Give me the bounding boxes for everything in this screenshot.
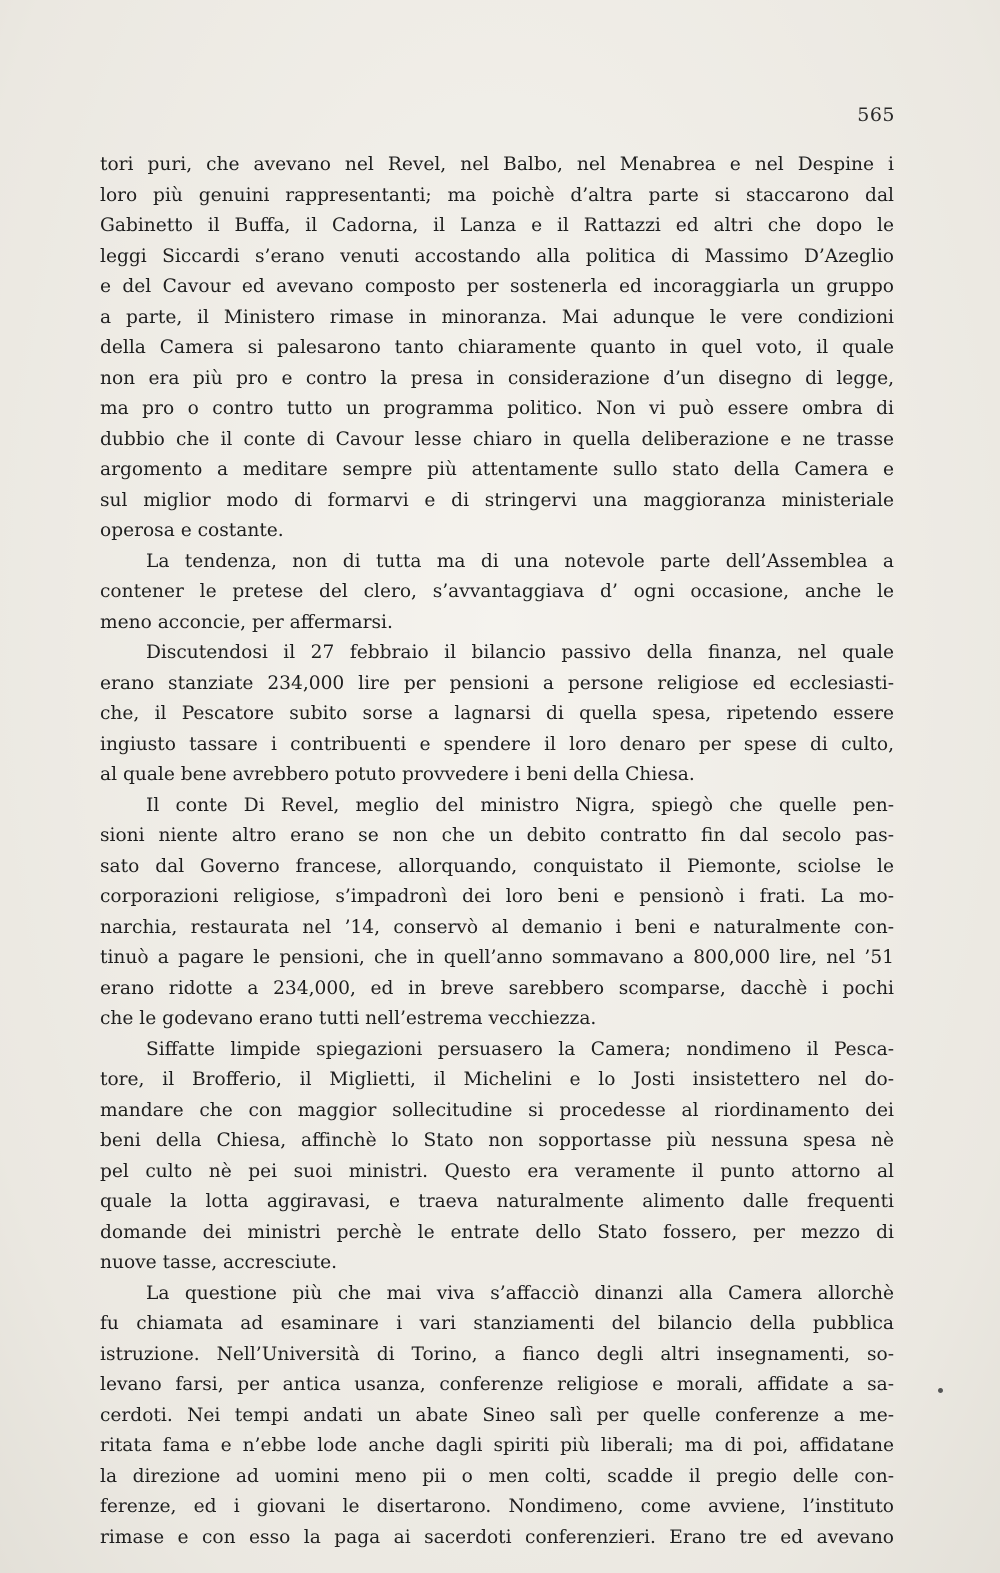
paragraph	[100, 791, 894, 1035]
text-line: levano farsi, per antica usanza, conferenze religiose e morali, affidate a sa-	[100, 1374, 894, 1395]
text-line: sul miglior modo di formarvi e di stringervi una maggioranza ministeriale	[100, 489, 894, 511]
text-line: al quale bene avrebbero potuto provvedere i beni della Chiesa.	[100, 764, 695, 785]
text-line: loro più genuini rappresentanti; ma poichè d’altra parte si staccarono dal	[100, 184, 894, 206]
text-line: non era più pro e contro la presa in considerazione d’un disegno di legge,	[100, 367, 894, 389]
text-line: operosa e costante.	[100, 520, 284, 541]
text-line: Discutendosi il 27 febbraio il bilancio passivo della finanza, nel quale	[146, 642, 894, 663]
text-line: istruzione. Nell’Università di Torino, a fianco degli altri insegnamenti, so-	[100, 1343, 894, 1365]
text-line: cerdoti. Nei tempi andati un abate Sineo salì per quelle conferenze a me-	[100, 1404, 894, 1426]
text-line: pel culto nè pei suoi ministri. Questo era veramente il punto attorno al	[100, 1160, 894, 1182]
body-text	[100, 150, 894, 1553]
text-line: La tendenza, non di tutta ma di una notevole parte dell’Assemblea a	[146, 550, 894, 572]
text-line: la direzione ad uomini meno pii o men colti, scadde il pregio delle con-	[100, 1465, 894, 1487]
paragraph	[100, 638, 894, 791]
paragraph	[100, 1035, 894, 1279]
text-line: che le godevano erano tutti nell’estrema vecchiezza.	[100, 1008, 597, 1029]
text-line: nuove tasse, accresciute.	[100, 1252, 338, 1273]
text-line: sato dal Governo francese, allorquando, conquistato il Piemonte, sciolse le	[100, 855, 894, 877]
text-line: quale la lotta aggiravasi, e traeva naturalmente alimento dalle frequenti	[100, 1191, 894, 1212]
text-line: tore, il Brofferio, il Miglietti, il Michelini e lo Josti insistettero nel do-	[100, 1069, 894, 1090]
paragraph	[100, 547, 894, 639]
text-line: fu chiamata ad esaminare i vari stanziamenti del bilancio della pubblica	[100, 1313, 894, 1334]
text-line: a parte, il Ministero rimase in minoranza. Mai adunque le vere condizioni	[100, 306, 894, 328]
text-line: Il conte Di Revel, meglio del ministro Nigra, spiegò che quelle pen-	[146, 794, 894, 816]
text-line: ritata fama e n’ebbe lode anche dagli spiriti più liberali; ma di poi, affidatane	[100, 1435, 894, 1456]
text-line: beni della Chiesa, affinchè lo Stato non sopportasse più nessuna spesa nè	[100, 1130, 894, 1151]
text-line: La questione più che mai viva s’affacciò dinanzi alla Camera allorchè	[146, 1282, 894, 1304]
text-line: dubbio che il conte di Cavour lesse chiaro in quella deliberazione e ne trasse	[100, 428, 894, 450]
text-line: leggi Siccardi s’erano venuti accostando alla politica di Massimo D’Azeglio	[100, 245, 894, 267]
text-line: erano stanziate 234,000 lire per pensioni a persone religiose ed ecclesiasti-	[100, 672, 894, 694]
text-line: corporazioni religiose, s’impadronì dei loro beni e pensionò i frati. La mo-	[100, 886, 894, 907]
text-line: ferenze, ed i giovani le disertarono. Nondimeno, come avviene, l’instituto	[100, 1496, 894, 1517]
text-line: narchia, restaurata nel ’14, conservò al demanio i beni e naturalmente con-	[100, 916, 894, 938]
text-line: Gabinetto il Buffa, il Cadorna, il Lanza e il Rattazzi ed altri che dopo le	[100, 215, 894, 236]
text-line: mandare che con maggior sollecitudine si procedesse al riordinamento dei	[100, 1099, 894, 1121]
text-line: ma pro o contro tutto un programma politico. Non vi può essere ombra di	[100, 398, 894, 419]
paragraph	[100, 150, 894, 547]
text-line: e del Cavour ed avevano composto per sostenerla ed incoraggiarla un gruppo	[100, 276, 894, 297]
text-line: sioni niente altro erano se non che un debito contratto fin dal secolo pas-	[100, 825, 894, 846]
text-line: rimase e con esso la paga ai sacerdoti conferenzieri. Erano tre ed avevano	[100, 1526, 894, 1548]
text-line: contener le pretese del clero, s’avvantaggiava d’ ogni occasione, anche le	[100, 581, 894, 602]
text-line: domande dei ministri perchè le entrate dello Stato fossero, per mezzo di	[100, 1221, 894, 1243]
page-number: 565	[857, 104, 895, 126]
text-line: che, il Pescatore subito sorse a lagnarsi di quella spesa, ripetendo essere	[100, 703, 894, 724]
text-line: argomento a meditare sempre più attentamente sullo stato della Camera e	[100, 459, 894, 480]
text-line: tori puri, che avevano nel Revel, nel Balbo, nel Menabrea e nel Despine i	[100, 154, 894, 175]
text-line: ingiusto tassare i contribuenti e spendere il loro denaro per spese di culto,	[100, 733, 894, 755]
print-speck	[938, 1388, 943, 1393]
paragraph	[100, 1279, 894, 1554]
text-line: della Camera si palesarono tanto chiaramente quanto in quel voto, il quale	[100, 337, 894, 358]
text-line: Siffatte limpide spiegazioni persuasero la Camera; nondimeno il Pesca-	[146, 1038, 894, 1060]
text-line: meno acconcie, per affermarsi.	[100, 611, 393, 633]
text-line: tinuò a pagare le pensioni, che in quell’anno sommavano a 800,000 lire, nel ’51	[100, 947, 894, 968]
text-line: erano ridotte a 234,000, ed in breve sarebbero scomparse, dacchè i pochi	[100, 977, 894, 999]
